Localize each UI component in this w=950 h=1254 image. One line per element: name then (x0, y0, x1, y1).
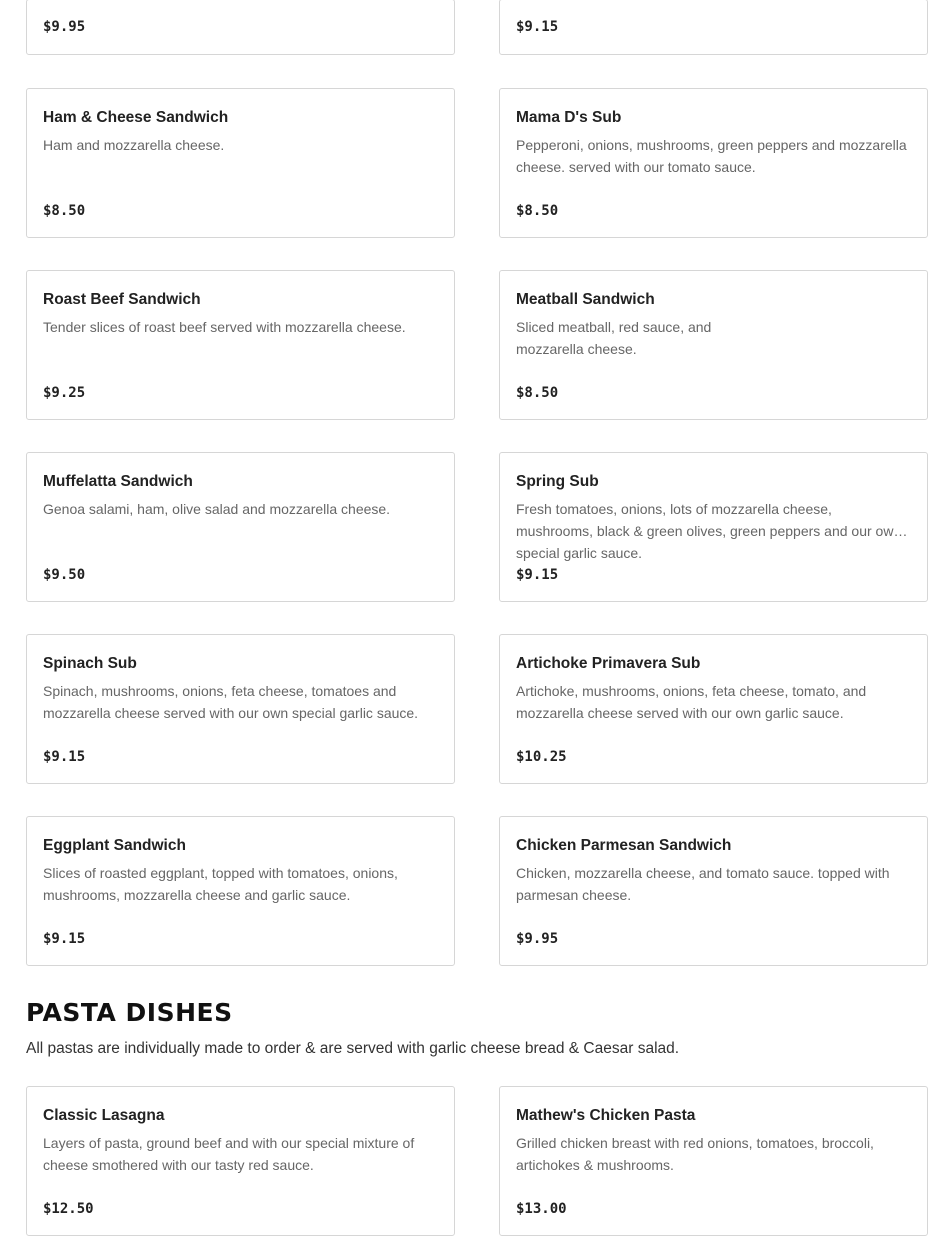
item-price: $10.25 (516, 749, 567, 765)
item-name: Mathew's Chicken Pasta (516, 1107, 696, 1124)
item-description: Grilled chicken breast with red onions, tomatoes, broccoli, artichokes & mushrooms. (516, 1135, 874, 1173)
pasta-item-grid (26, 1086, 928, 1236)
section-title: PASTA DISHES (26, 998, 233, 1027)
item-description: Pepperoni, onions, mushrooms, green peppers and mozzarella cheese. served with our tomato sauce. (516, 137, 907, 175)
menu-item-card[interactable] (499, 452, 928, 602)
item-name: Artichoke Primavera Sub (516, 655, 701, 672)
item-price: $9.25 (43, 385, 86, 401)
item-price: $9.15 (516, 19, 559, 35)
item-price: $9.50 (43, 567, 86, 583)
menu-item-card[interactable] (499, 816, 928, 966)
menu-item-card[interactable] (499, 270, 928, 420)
item-description: Sliced meatball, red sauce, and mozzarella cheese. (516, 319, 712, 357)
item-name: Muffelatta Sandwich (43, 473, 193, 490)
item-description: Tender slices of roast beef served with mozzarella cheese. (43, 319, 406, 335)
menu-item-card[interactable] (26, 270, 455, 420)
item-description: Artichoke, mushrooms, onions, feta cheese, tomato, and mozzarella cheese served with our own garlic sauce. (516, 683, 867, 721)
menu-item-card[interactable] (499, 88, 928, 238)
item-name: Meatball Sandwich (516, 291, 655, 308)
item-description: Slices of roasted eggplant, topped with tomatoes, onions, mushrooms, mozzarella cheese and garlic sauce. (43, 865, 398, 903)
menu-item-card[interactable] (26, 452, 455, 602)
menu-item-card[interactable] (499, 1086, 928, 1236)
menu-item-card[interactable] (26, 634, 455, 784)
item-description: Fresh tomatoes, onions, lots of mozzarella cheese, mushrooms, black & green olives, green peppers and our own special garlic sauce. (516, 501, 902, 561)
item-name: Ham & Cheese Sandwich (43, 109, 229, 126)
menu-item-card[interactable] (26, 1086, 455, 1236)
item-name: Spring Sub (516, 473, 599, 490)
item-name: Eggplant Sandwich (43, 837, 186, 854)
item-name: Mama D's Sub (516, 109, 622, 126)
item-price: $12.50 (43, 1201, 94, 1217)
item-name: Spinach Sub (43, 655, 137, 672)
item-price: $9.95 (43, 19, 86, 35)
item-description: Chicken, mozzarella cheese, and tomato sauce. topped with parmesan cheese. (516, 865, 890, 903)
sandwich-item-grid (26, 88, 928, 966)
menu-item-card[interactable] (26, 88, 455, 238)
item-price: $9.15 (43, 749, 86, 765)
item-price: $8.50 (516, 385, 559, 401)
item-name: Classic Lasagna (43, 1107, 165, 1124)
item-price: $8.50 (43, 203, 86, 219)
menu-item-card[interactable] (26, 816, 455, 966)
item-name: Roast Beef Sandwich (43, 291, 201, 308)
item-price: $9.15 (516, 567, 559, 583)
item-description: Layers of pasta, ground beef and with our special mixture of cheese smothered with our tasty red sauce. (43, 1135, 415, 1173)
item-price: $8.50 (516, 203, 559, 219)
item-description: Ham and mozzarella cheese. (43, 137, 225, 153)
item-description: Spinach, mushrooms, onions, feta cheese, tomatoes and mozzarella cheese served with our own special garlic sauce. (43, 683, 419, 721)
item-price: $9.15 (43, 931, 86, 947)
item-price: $9.95 (516, 931, 559, 947)
partial-item-grid (26, 0, 928, 55)
item-name: Chicken Parmesan Sandwich (516, 837, 732, 854)
item-description: Genoa salami, ham, olive salad and mozzarella cheese. (43, 501, 391, 517)
menu-item-card[interactable] (499, 0, 928, 55)
section-subtitle: All pastas are individually made to order & are served with garlic cheese bread & Caesar salad. (26, 1040, 680, 1057)
menu-item-card[interactable] (499, 634, 928, 784)
item-price: $13.00 (516, 1201, 567, 1217)
menu-item-card[interactable] (26, 0, 455, 55)
